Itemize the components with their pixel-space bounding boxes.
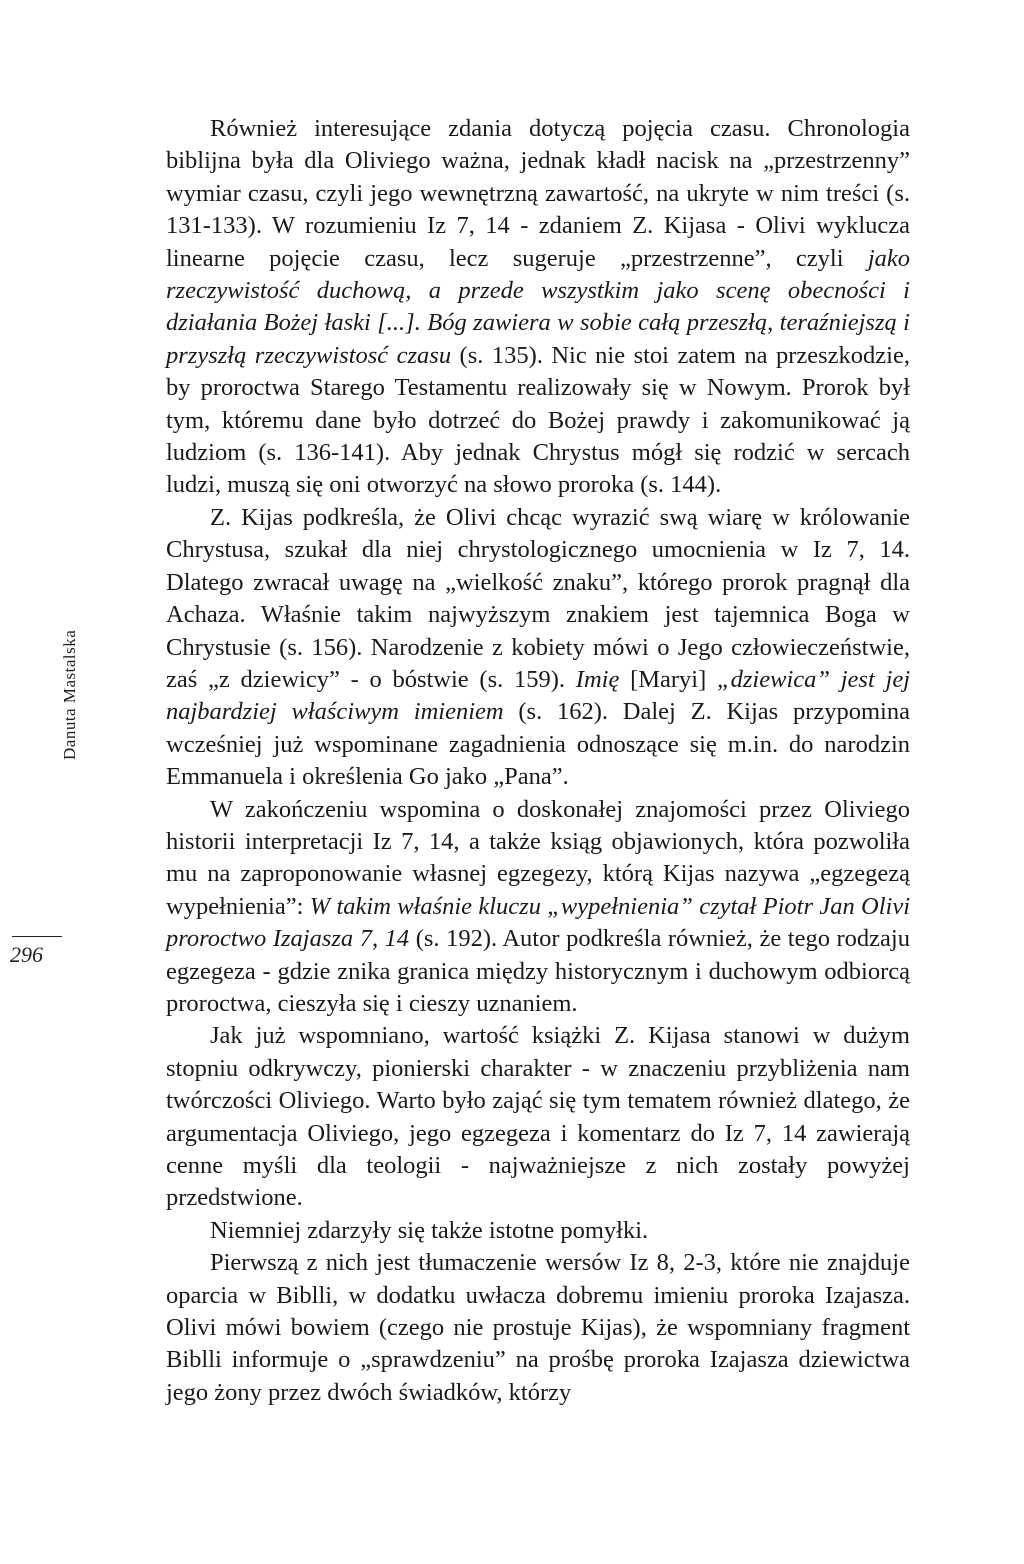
text-run: (s. 162). Dalej Z. Kijas przypomina wcześniej już wspominane zagadnienia odnoszące się m.in. do narodzin Emmanuela i określenia Go jako „Pana”. xyxy=(166,698,910,791)
italic-run: W takim właśnie kluczu „wypełnienia” czytał Piotr Jan Olivi proroctwo Izajasza 7, 14 xyxy=(166,892,910,953)
italic-run: „dziewica” jest jej najbardziej właściwym imieniem xyxy=(166,665,911,726)
text-run: Z. Kijas podkreśla, że Olivi chcąc wyrazić swą wiarę w królowanie Chrystusa, szukał dla niej chrystologicznego umocnienia w Iz 7, 14. Dlatego zwracał uwagę na „wielkość znaku”, którego prorok pragnął dla Achaza. Właśnie takim najwyższym znakiem jest tajemnica Boga w Chrystusie (s. 156). Narodzenie z kobiety mówi o Jego człowieczeństwie, zaś „z dziewicy” - o bóstwie (s. 159). xyxy=(166,503,910,693)
text-run: W zakończeniu wspomina o doskonałej znajomości przez Oliviego historii interpretacji Iz 7, 14, a także ksiąg objawionych, która pozwoliła mu na zaproponowanie własnej egzegezy, którą Kijas nazywa „egzegezą wypełnienia”: xyxy=(166,795,910,920)
page-number-rule xyxy=(12,936,62,937)
italic-run: Imię xyxy=(575,665,620,693)
paragraph xyxy=(166,1247,910,1409)
text-run: Jak już wspomniano, wartość książki Z. Kijasa stanowi w dużym stopniu odkrywczy, pionierski charakter - w znaczeniu przybliżenia nam twórczości Oliviego. Warto było zająć się tym tematem również dlatego, że argumentacja Oliviego, jego egzegeza i komentarz do Iz 7, 14 zawierają cenne myśli dla teologii - najważniejsze z nich zostały powyżej przedstwione. xyxy=(166,1022,910,1212)
paragraph xyxy=(166,794,910,1021)
page-margin xyxy=(0,0,100,1564)
running-head-author: Danuta Mastalska xyxy=(60,629,79,760)
italic-run: jako rzeczywistość duchową, a przede wszystkim jako scenę obecności i działania Bożej łaski [...]. Bóg zawiera w sobie całą przeszłą, teraźniejszą i przyszłą rzeczywistosć czasu xyxy=(166,244,910,369)
text-run: Również interesujące zdania dotyczą pojęcia czasu. Chronologia biblijna była dla Oliviego ważna, jednak kładł nacisk na „przestrzenny” wymiar czasu, czyli jego wewnętrzną zawartość, na ukryte w nim treści (s. 131-133). W rozumieniu Iz 7, 14 - zdaniem Z. Kijasa - Olivi wyklucza linearne pojęcie czasu, lecz sugeruje „przestrzenne”, czyli xyxy=(166,115,910,272)
body-text xyxy=(166,113,910,1409)
page-number: 296 xyxy=(10,942,43,967)
paragraph xyxy=(166,1215,910,1247)
paragraph xyxy=(166,502,910,794)
paragraph xyxy=(166,113,910,502)
text-run: Pierwszą z nich jest tłumaczenie wersów Iz 8, 2-3, które nie znajduje oparcia w Biblli, w dodatku uwłacza dobremu imieniu proroka Izajasza. Olivi mówi bowiem (czego nie prostuje Kijas), że wspomniany fragment Biblli informuje o „sprawdzeniu” na prośbę proroka Izajasza dziewictwa jego żony przez dwóch świadków, którzy xyxy=(166,1249,910,1406)
text-run: (s. 135). Nic nie stoi zatem na przeszkodzie, by proroctwa Starego Testamentu realizowały się w Nowym. Prorok był tym, któremu dane było dotrzeć do Bożej prawdy i zakomunikować ją ludziom (s. 136-141). Aby jednak Chrystus mógł się rodzić w sercach ludzi, muszą się oni otworzyć na słowo proroka (s. 144). xyxy=(166,341,910,499)
text-run: (s. 192). Autor podkreśla również, że tego rodzaju egzegeza - gdzie znika granica między historycznym i duchowym odbiorcą proroctwa, cieszyła się i cieszy uznaniem. xyxy=(166,925,910,1017)
text-run: [Maryi] xyxy=(619,665,718,693)
paragraph xyxy=(166,1020,910,1214)
text-run: Niemniej zdarzyły się także istotne pomyłki. xyxy=(210,1216,649,1244)
